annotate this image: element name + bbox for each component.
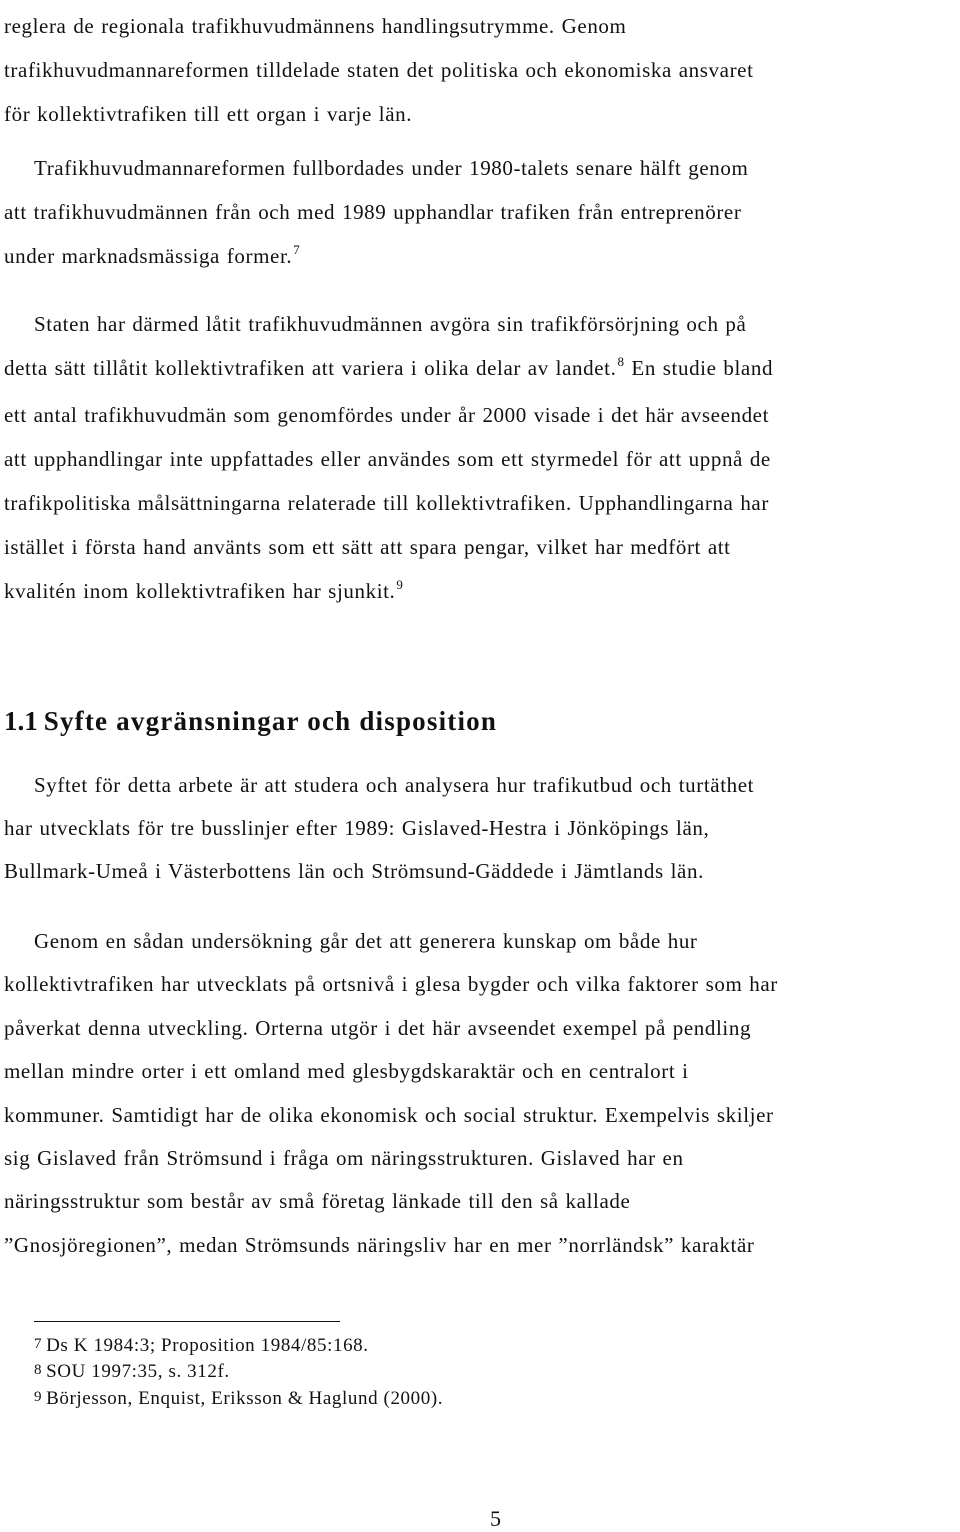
section-paragraph-2 <box>4 920 956 1267</box>
footnote-marker: 8 <box>34 1362 43 1378</box>
paragraph-line: Syftet för detta arbete är att studera och analysera hur trafikutbud och turtäthet <box>34 773 755 797</box>
paragraph-line: trafikhuvudmannareformen tilldelade staten det politiska och ekonomiska ansvaret <box>4 58 754 82</box>
paragraph-1 <box>4 4 956 136</box>
footnote-ref-9[interactable]: 9 <box>396 577 404 592</box>
paragraph-line: Staten har därmed låtit trafikhuvudmännen avgöra sin trafikförsörjning och på <box>34 312 747 336</box>
paragraph-line: ett antal trafikhuvudmän som genomfördes under år 2000 visade i det här avseendet <box>4 403 770 427</box>
page-number: 5 <box>490 1506 501 1531</box>
paragraph-line: för kollektivtrafiken till ett organ i varje län. <box>4 102 413 126</box>
paragraph-2 <box>4 146 956 281</box>
footnote-7 <box>34 1335 369 1357</box>
paragraph-line: kollektivtrafiken har utvecklats på ortsnivå i glesa bygder och vilka faktorer som har <box>4 972 778 997</box>
paragraph-text: detta sätt tillåtit kollektivtrafiken att variera i olika delar av landet. <box>4 356 617 380</box>
footnote-text: Börjesson, Enquist, Eriksson & Haglund (2000). <box>46 1388 444 1409</box>
paragraph-line: näringsstruktur som består av små företag länkade till den så kallade <box>4 1189 631 1214</box>
paragraph-line: istället i första hand använts som ett sätt att spara pengar, vilket har medfört att <box>4 535 731 559</box>
section-title: Syfte avgränsningar och disposition <box>43 706 498 736</box>
paragraph-line: Trafikhuvudmannareformen fullbordades under 1980-talets senare hälft genom <box>34 156 749 180</box>
section-heading <box>4 706 497 737</box>
section-number: 1.1 <box>4 706 38 736</box>
paragraph-line: Bullmark-Umeå i Västerbottens län och Strömsund-Gäddede i Jämtlands län. <box>4 859 704 883</box>
footnote-ref-7[interactable]: 7 <box>293 242 301 257</box>
footnote-text: SOU 1997:35, s. 312f. <box>46 1361 230 1382</box>
paragraph-line: påverkat denna utveckling. Orterna utgör i det här avseendet exempel på pendling <box>4 1015 752 1040</box>
paragraph-line: mellan mindre orter i ett omland med glesbygdskaraktär och en centralort i <box>4 1059 689 1084</box>
paragraph-line: kommuner. Samtidigt har de olika ekonomisk och social struktur. Exempelvis skiljer <box>4 1102 774 1127</box>
paragraph-3 <box>4 302 956 616</box>
paragraph-text: under marknadsmässiga former. <box>4 244 293 268</box>
section-paragraph-1 <box>4 764 956 893</box>
paragraph-line: sig Gislaved från Strömsund i fråga om näringsstrukturen. Gislaved har en <box>4 1146 684 1171</box>
footnote-ref-8[interactable]: 8 <box>617 354 625 369</box>
paragraph-line: att upphandlingar inte uppfattades eller användes som ett styrmedel för att uppnå de <box>4 447 771 471</box>
footnote-marker: 7 <box>34 1336 43 1352</box>
paragraph-line: Genom en sådan undersökning går det att generera kunskap om både hur <box>34 929 698 953</box>
paragraph-line <box>4 234 956 281</box>
footnote-text: Ds K 1984:3; Proposition 1984/85:168. <box>46 1335 369 1356</box>
paragraph-line: har utvecklats för tre busslinjer efter 1989: Gislaved-Hestra i Jönköpings län, <box>4 816 710 840</box>
paragraph-line: ”Gnosjöregionen”, medan Strömsunds näringsliv har en mer ”norrländsk” karaktär <box>4 1232 755 1257</box>
footnote-marker: 9 <box>34 1389 43 1405</box>
paragraph-line: trafikpolitiska målsättningarna relaterade till kollektivtrafiken. Upphandlingarna har <box>4 491 769 515</box>
paragraph-line <box>4 346 956 393</box>
paragraph-line: reglera de regionala trafikhuvudmännens handlingsutrymme. Genom <box>4 14 627 38</box>
paragraph-text: En studie bland <box>624 356 774 380</box>
footnote-8 <box>34 1361 230 1383</box>
paragraph-line: att trafikhuvudmännen från och med 1989 upphandlar trafiken från entreprenörer <box>4 200 742 224</box>
paragraph-line <box>4 569 956 616</box>
footnote-separator <box>34 1321 340 1322</box>
paragraph-text: kvalitén inom kollektivtrafiken har sjunkit. <box>4 579 396 603</box>
footnote-9 <box>34 1388 443 1410</box>
